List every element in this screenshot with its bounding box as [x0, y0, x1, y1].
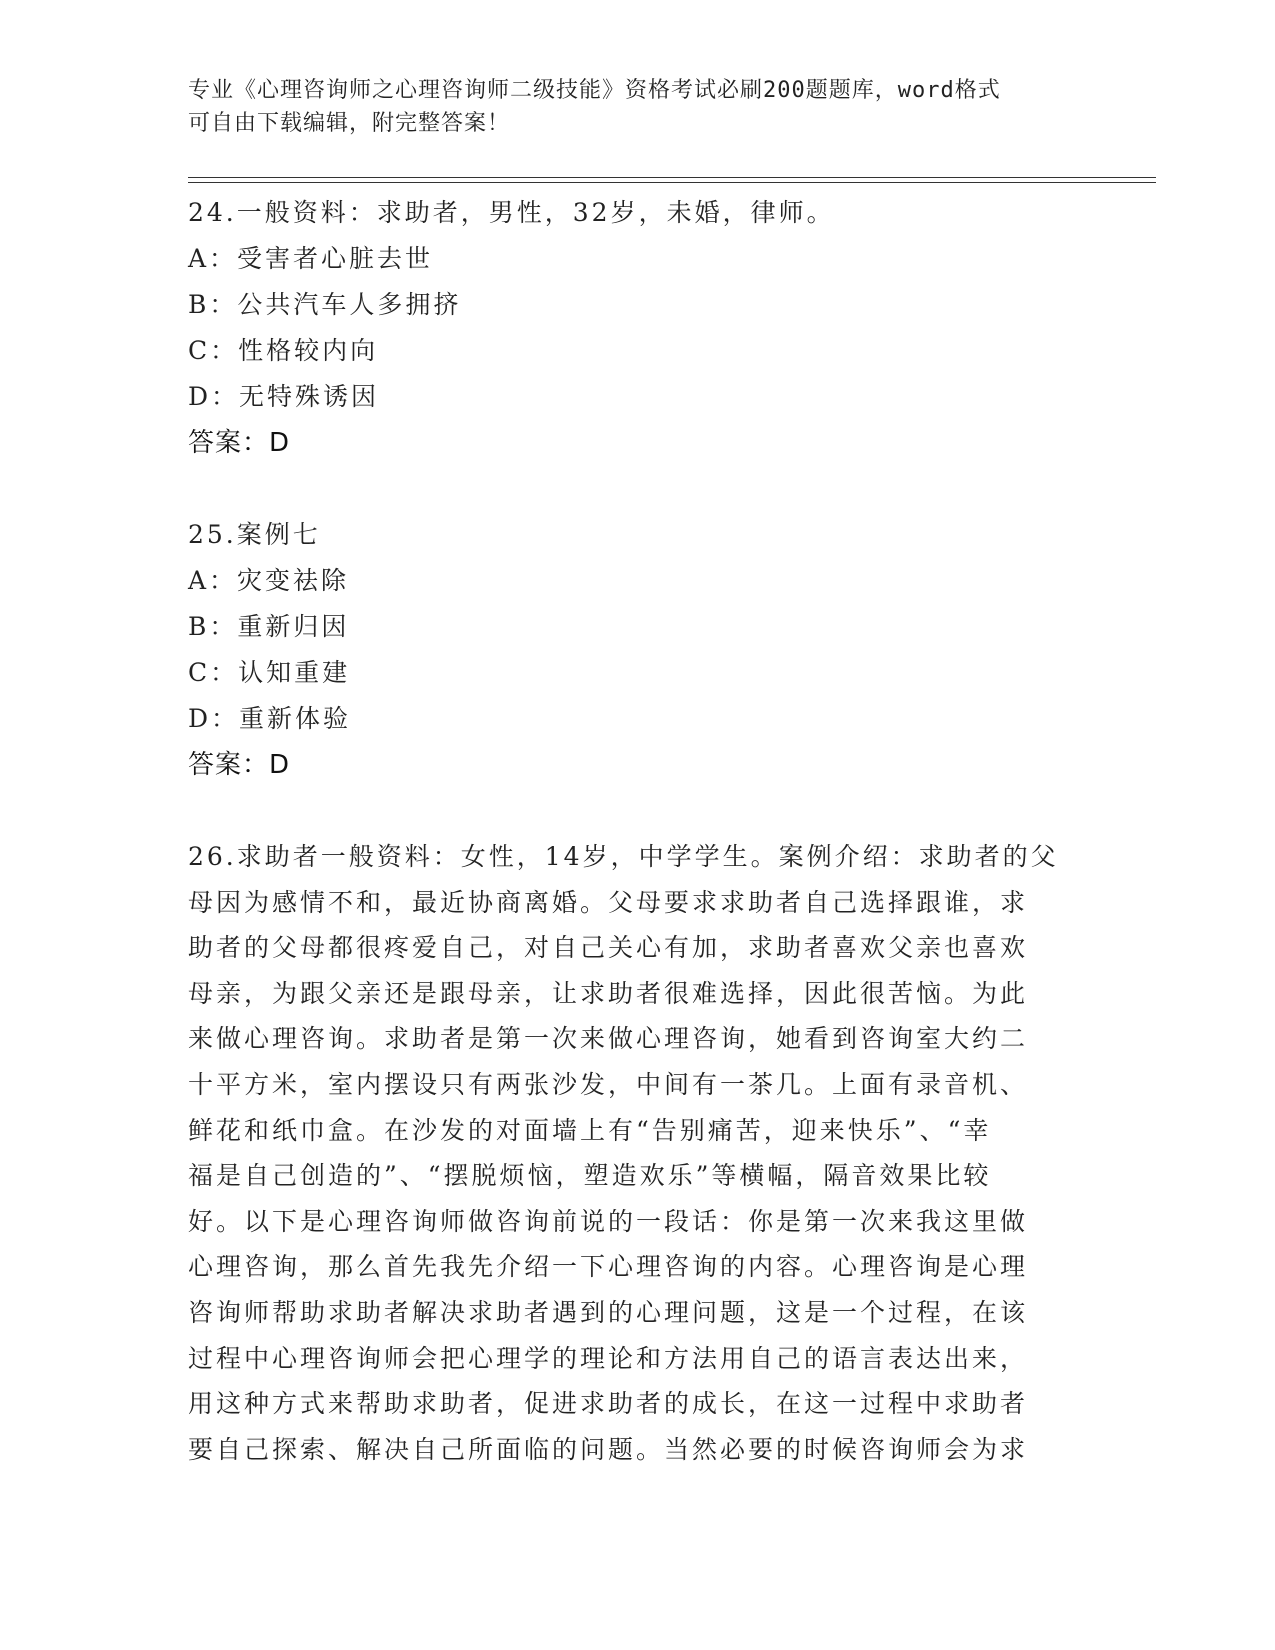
option-c: C：认知重建 — [188, 658, 351, 687]
paragraph-line: 26.求助者一般资料：女性，14岁，中学学生。案例介绍：求助者的父 — [188, 842, 1059, 871]
paragraph-line: 十平方米，室内摆设只有两张沙发，中间有一茶几。上面有录音机、 — [188, 1069, 1029, 1099]
question-25 — [188, 512, 1088, 788]
question-stem-paragraph — [188, 834, 1068, 1472]
paragraph-line: 过程中心理咨询师会把心理学的理论和方法用自己的语言表达出来， — [188, 1343, 1029, 1373]
option-d: D：无特殊诱因 — [188, 382, 380, 411]
option-d: D：重新体验 — [188, 704, 352, 733]
header-divider-bottom — [188, 182, 1156, 183]
paragraph-line: 鲜花和纸巾盒。在沙发的对面墙上有“告别痛苦，迎来快乐”、“幸 — [188, 1115, 992, 1145]
header-divider-top — [188, 177, 1156, 178]
option-b: B：公共汽车人多拥挤 — [188, 290, 462, 319]
header-title-line-2: 可自由下载编辑，附完整答案！ — [188, 111, 511, 136]
paragraph-line: 心理咨询，那么首先我先介绍一下心理咨询的内容。心理咨询是心理 — [188, 1252, 1029, 1282]
option-a: A：灾变祛除 — [188, 566, 350, 595]
option-c: C：性格较内向 — [188, 336, 379, 365]
paragraph-line: 母因为感情不和，最近协商离婚。父母要求求助者自己选择跟谁，求 — [188, 887, 1029, 917]
paragraph-line: 好。以下是心理咨询师做咨询前说的一段话：你是第一次来我这里做 — [188, 1206, 1029, 1236]
question-24 — [188, 190, 1088, 466]
question-26 — [188, 834, 1088, 1472]
question-stem: 25.案例七 — [188, 520, 321, 549]
paragraph-line: 用这种方式来帮助求助者，促进求助者的成长，在这一过程中求助者 — [188, 1389, 1029, 1419]
answer-label: 答案：D — [188, 428, 291, 458]
question-stem: 24.一般资料：求助者，男性，32岁，未婚，律师。 — [188, 198, 835, 227]
question-list — [188, 190, 1088, 1472]
paragraph-line: 母亲，为跟父亲还是跟母亲，让求助者很难选择，因此很苦恼。为此 — [188, 978, 1029, 1008]
answer-label: 答案：D — [188, 750, 291, 780]
paragraph-line: 要自己探索、解决自己所面临的问题。当然必要的时候咨询师会为求 — [188, 1434, 1029, 1464]
option-a: A：受害者心脏去世 — [188, 244, 434, 273]
paragraph-line: 福是自己创造的”、“摆脱烦恼，塑造欢乐”等横幅，隔音效果比较 — [188, 1161, 992, 1191]
option-b: B：重新归因 — [188, 612, 350, 641]
header-title-line-1: 专业《心理咨询师之心理咨询师二级技能》资格考试必刷200题题库，word格式 — [188, 78, 1001, 103]
paragraph-line: 来做心理咨询。求助者是第一次来做心理咨询，她看到咨询室大约二 — [188, 1024, 1029, 1054]
paragraph-line: 助者的父母都很疼爱自己，对自己关心有加，求助者喜欢父亲也喜欢 — [188, 933, 1029, 963]
paragraph-line: 咨询师帮助求助者解决求助者遇到的心理问题，这是一个过程，在该 — [188, 1297, 1029, 1327]
document-header — [188, 74, 1088, 140]
